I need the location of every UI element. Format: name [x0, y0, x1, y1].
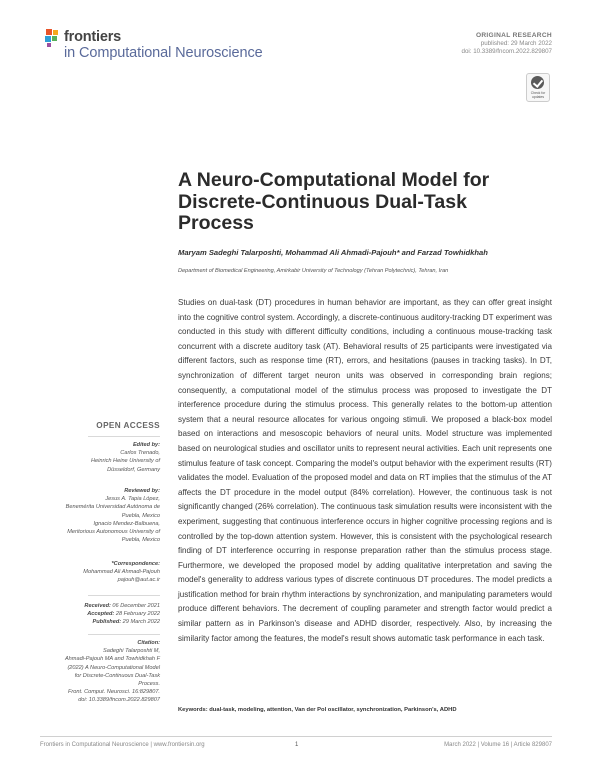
- published-date: published: 29 March 2022: [480, 40, 552, 47]
- check-icon: [531, 76, 544, 89]
- article-doi[interactable]: doi: 10.3389/fncom.2022.829807: [461, 48, 552, 55]
- article-type: ORIGINAL RESEARCH: [475, 32, 552, 39]
- sidebar-divider: [88, 634, 160, 635]
- reviewers: Jesus A. Tapia López, Benemérita Universidad Autónoma de Puebla, Mexico Ignacio Mendez-Balbuena, Meritorious Autonomous University of Puebla, Mexico: [65, 496, 160, 544]
- correspondence-label: *Correspondence:: [111, 561, 160, 567]
- journal-name: in Computational Neuroscience: [64, 45, 263, 61]
- correspondence: [40, 560, 160, 585]
- footer-issue: March 2022 | Volume 16 | Article 829807: [444, 742, 552, 748]
- citation-text: Sadeghi Talarposhti M, Ahmadi-Pajouh MA and Towhidkhah F (2022) A Neuro-Computational Model for Discrete-Continuous Dual-Task Process. Front. Comput. Neurosci. 16:829807. doi: 10.3389/fncom.2022.829807: [64, 648, 160, 704]
- citation: [40, 639, 160, 705]
- received-label: Received:: [84, 603, 111, 609]
- footer-journal[interactable]: Frontiers in Computational Neuroscience | www.frontiersin.org: [40, 742, 205, 748]
- sidebar-divider: [88, 595, 160, 596]
- published-sidebar-date: 29 March 2022: [122, 619, 160, 626]
- footer-divider: [40, 736, 552, 737]
- accepted-date: 28 February 2022: [115, 611, 160, 618]
- keywords-label: Keywords:: [178, 707, 208, 713]
- keywords: [178, 707, 558, 713]
- page-number: 1: [295, 742, 299, 748]
- badge-label: Check for updates: [530, 91, 546, 99]
- edited-by: [40, 441, 160, 474]
- brand-name: frontiers: [64, 29, 122, 45]
- edited-by-label: Edited by:: [132, 442, 160, 448]
- correspondence-contact[interactable]: Mohammad Ali Ahmadi-Pajouh pajouh@aut.ac.ir: [83, 569, 160, 584]
- keywords-list: dual-task, modeling, attention, Van der Pol oscillator, synchronization, Parkinson's, ADHD: [209, 707, 457, 713]
- editor: Carlos Trenado, Heinrich Heine University of Düsseldorf, Germany: [90, 450, 160, 473]
- published-label: Published:: [92, 619, 122, 626]
- open-access-label: OPEN ACCESS: [96, 421, 160, 430]
- check-for-updates-badge[interactable]: [526, 73, 550, 102]
- affiliation: Department of Biomedical Engineering, Amirkabir University of Technology (Tehran Polytechnic), Tehran, Iran: [178, 268, 449, 274]
- frontiers-logo-icon: [44, 28, 64, 48]
- received-date: 06 December 2021: [112, 603, 160, 609]
- citation-label: Citation:: [137, 640, 160, 646]
- reviewed-by: [40, 487, 160, 544]
- sidebar-divider: [88, 436, 160, 437]
- article-title: A Neuro-Computational Model for Discrete-Continuous Dual-Task Process: [178, 169, 490, 234]
- journal-logo[interactable]: [44, 26, 304, 66]
- dates: [40, 602, 160, 627]
- author-list: Maryam Sadeghi Talarposhti, Mohammad Ali Ahmadi-Pajouh* and Farzad Towhidkhah: [178, 248, 488, 257]
- article-meta: [462, 32, 552, 56]
- reviewed-by-label: Reviewed by:: [124, 488, 160, 494]
- accepted-label: Accepted:: [87, 611, 115, 618]
- abstract: Studies on dual-task (DT) procedures in human behavior are important, as they can offer great insight into the cognitive control system. Accordingly, a discrete-continuous auditory-tracking DT experiment was conducted in this study with different difficulty conditions, including a continuous mouse-tracking task concurrent with a discrete auditory task (AT). Behavioral results of 25 participants were investigated via different factors, such as response time (RT), errors, and hesitations (pauses in tracking tasks). In DT, synchronization of different target neuron units was observed in corresponding brain regions; consequently, a computational model of the stimulus process was proposed to investigate the DT interference procedure during the stimulus process. This generally relates to the bottom-up attention system that a neural resource allocates for various ongoing stimuli. We proposed a black-box model based on interactions and mesoscopic behaviors of neural units. Model structure was implemented based on neurological studies and oscillator units to represent neural activities. Each unit represents one stimulus feature of task concept. Comparing the model's output behavior with the experiment results (RT) validates the model. Evaluation of the proposed model and data on RT implies that the stimulus of the AT affects the DT procedure in the model output (84% correlation). However, the continuous task is not significantly changed (26% correlation). The continuous task simulation results were inconsistent with the experiment, suggesting that continuous interference occurs in higher cognitive processing regions and is controlled by the top-down attention system. However, this is consistent with the psychological research finding of DT interference occurring in response preparation rather than the stimulus process stage. Furthermore, we developed the proposed model by adding qualitative interpretation and saving the model's generality to address various types of discrete continuous DT procedures. The model predicts a justification method for brain rhythm interactions by synchronization, and manipulating parameters would produce different behaviors. The decrement of coupling parameter and strength factor would predict a similar pattern as in Parkinson's disease and ADHD disorder, respectively. Also, by increasing the similarity factor among the features, the model's result shows automatic task performance in each task.: [178, 298, 552, 643]
